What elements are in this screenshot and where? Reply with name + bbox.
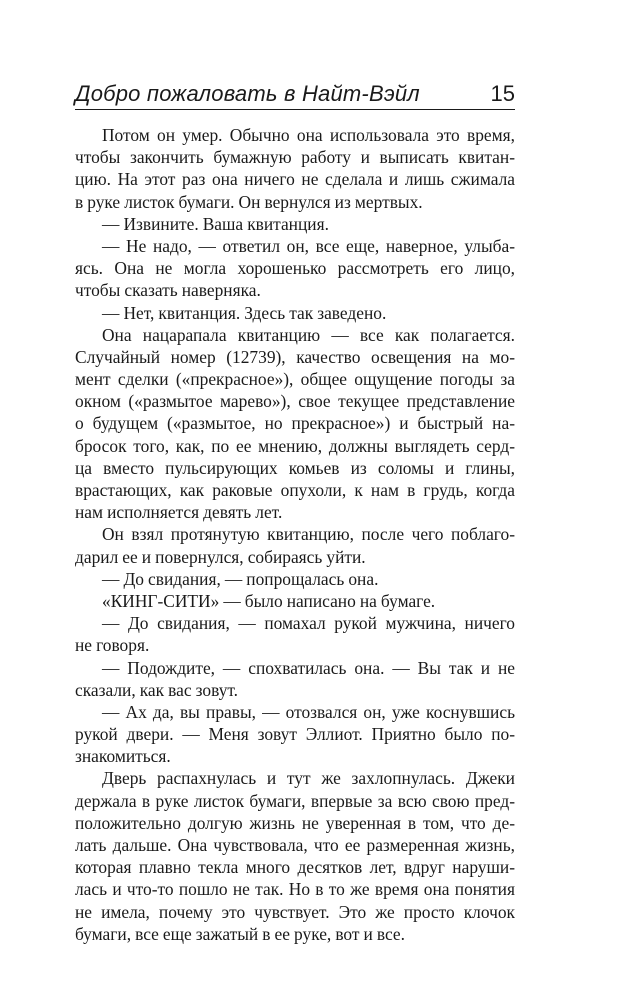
text-line: чтобы закончить бумажную работу и выписать квитан- [75, 147, 515, 168]
text-line: не говоря. [75, 635, 150, 656]
running-header [75, 82, 515, 108]
text-line: Она нацарапала квитанцию — все как полагается. [102, 324, 515, 345]
text-line: — До свидания, — попрощалась она. [102, 568, 379, 589]
text-line: Он взял протянутую квитанцию, после чего поблаго- [102, 524, 515, 545]
text-line: положительно долгую жизнь не уверенная в том, что де- [75, 812, 515, 833]
running-title: Добро пожаловать в Найт-Вэйл [75, 81, 420, 106]
text-line: в руке листок бумаги. Он вернулся из мертвых. [75, 191, 423, 212]
text-line: которая плавно текла много десятков лет, вдруг наруши- [75, 857, 515, 878]
text-line: о будущем («размытое, но прекрасное») и быстрый на- [75, 413, 515, 434]
text-line: — Не надо, — ответил он, все еще, наверное, улыба- [102, 235, 515, 256]
text-line: «КИНГ-СИТИ» — было написано на бумаге. [102, 590, 436, 611]
text-line: лась и что-то пошло не так. Но в то же время она понятия [75, 879, 515, 900]
text-line: рукой двери. — Меня зовут Эллиот. Приятно было по- [75, 724, 515, 745]
text-line: цию. На этот раз она ничего не сделала и лишь сжимала [75, 169, 515, 190]
text-line: Потом он умер. Обычно она использовала это время, [102, 125, 515, 145]
text-line: не имела, почему это чувствует. Это же просто клочок [75, 901, 515, 922]
text-line: — Подождите, — спохватилась она. — Вы так и не [102, 657, 515, 678]
text-line: ца вместо пульсирующих комьев из соломы и глины, [75, 457, 515, 478]
text-line: знакомиться. [75, 746, 171, 767]
text-line: — Извините. Ваша квитанция. [102, 213, 329, 234]
text-line: лать дальше. Она чувствовала, что ее размеренная жизнь, [75, 835, 515, 855]
text-line: чтобы сказать наверняка. [75, 280, 261, 301]
header-rule [75, 109, 515, 110]
text-line: мент сделки («прекрасное»), общее ощущение погоды за [75, 369, 515, 390]
text-line: Случайный номер (12739), качество освещения на мо- [75, 346, 515, 367]
text-line: дарил ее и повернулся, собираясь уйти. [75, 546, 366, 567]
text-line: держала в руке листок бумаги, впервые за всю свою пред- [75, 790, 515, 811]
text-line: врастающих, как раковые опухоли, к нам в грудь, когда [75, 480, 515, 500]
text-line: окном («размытое марево»), свое текущее представление [75, 391, 515, 412]
text-line: бумаги, все еще зажатый в ее руке, вот и все. [75, 923, 405, 944]
page-number: 15 [490, 81, 515, 106]
text-line: — Ах да, вы правы, — отозвался он, уже коснувшись [102, 701, 515, 722]
text-line: — До свидания, — помахал рукой мужчина, ничего [102, 613, 515, 634]
text-line: — Нет, квитанция. Здесь так заведено. [102, 302, 387, 323]
text-line: бросок того, как, по ее мнению, должны выглядеть серд- [75, 435, 515, 456]
body-text [75, 124, 515, 945]
text-line: сказали, как вас зовут. [75, 679, 239, 700]
text-line: нам исполняется девять лет. [75, 502, 283, 523]
text-line: Дверь распахнулась и тут же захлопнулась. Джеки [102, 768, 515, 789]
text-line: ясь. Она не могла хорошенько рассмотреть его лицо, [75, 258, 515, 279]
